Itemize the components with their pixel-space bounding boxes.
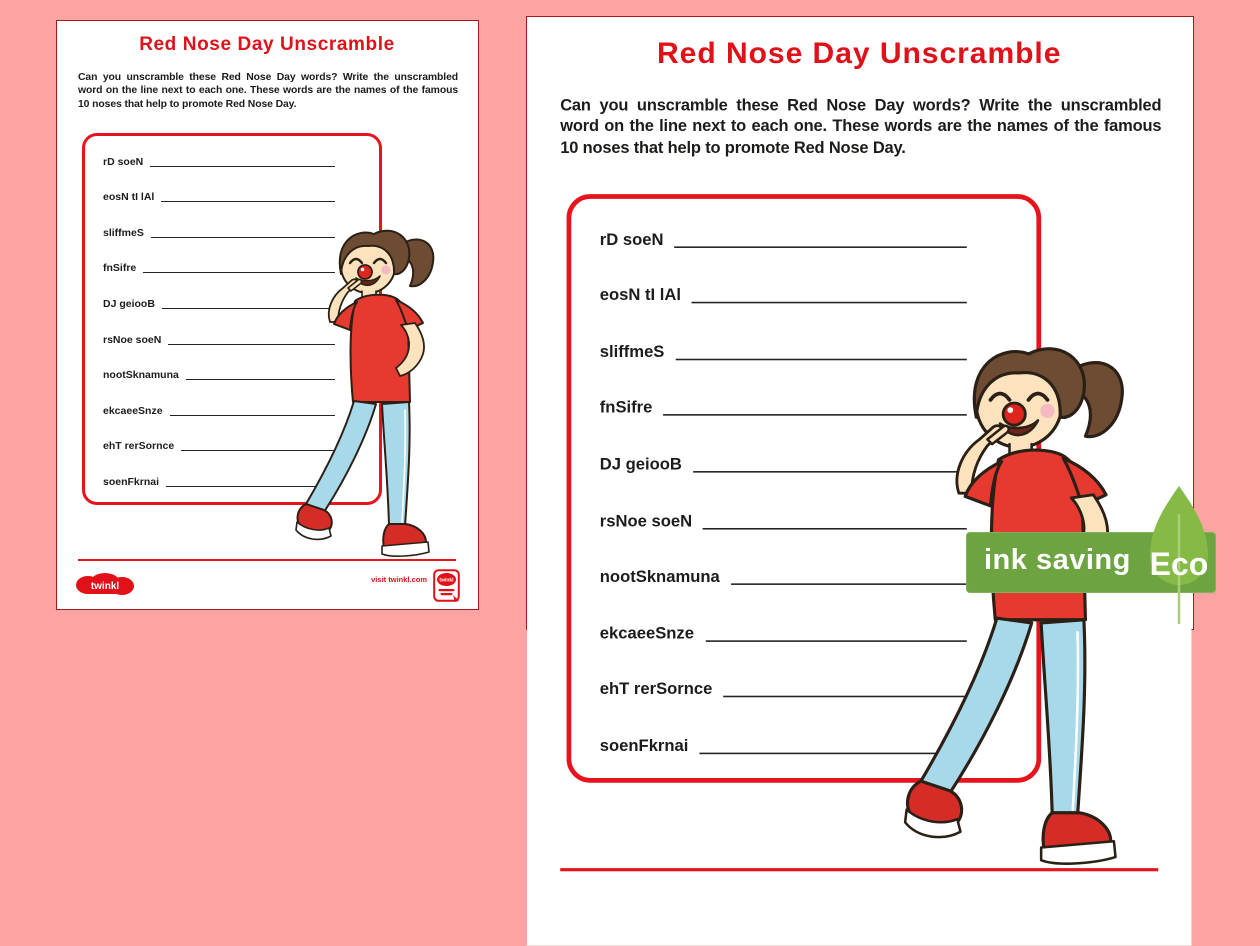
worksheet-instructions: Can you unscramble these Red Nose Day words? Write the unscrambled word on the line next to each one. These words are the names of the famous 10 noses that help to promote Red Nose Day. [560,97,1162,158]
word-row [600,268,967,324]
scrambled-word: sliffmeS [599,342,665,362]
scrambled-word: nootSknamuna [599,567,720,587]
answer-line [150,166,335,167]
scrambled-word: ekcaeeSnze [103,404,163,417]
svg-text:twinkl: twinkl [439,577,454,584]
twinkl-quality-stamp-icon [433,569,460,603]
footer-divider [560,868,1158,871]
svg-text:twinkl: twinkl [90,581,120,592]
scrambled-word: rsNoe soeN [599,511,693,531]
scrambled-word: fnSifre [103,262,137,275]
scrambled-word: DJ geiooB [599,455,682,475]
scrambled-word: fnSifre [599,398,653,418]
eco-label: Eco [1149,546,1209,582]
scrambled-word: rD soeN [103,155,144,168]
worksheet-title: Red Nose Day Unscramble [139,34,395,55]
scrambled-word: DJ geiooB [103,297,155,310]
scrambled-word: eosN tI lAl [103,191,155,204]
word-row [103,144,335,180]
answer-line [692,302,967,304]
scrambled-word: rD soeN [599,229,664,249]
ink-saving-label: ink saving [984,544,1131,576]
worksheet-page-full [56,20,479,610]
word-row [103,180,335,216]
worksheet-instructions: Can you unscramble these Red Nose Day words? Write the unscrambled word on the line next to each one. These words are the names of the famous 10 noses that help to promote Red Nose Day. [78,72,458,110]
answer-line [675,246,967,248]
scrambled-word: soenFkrnai [599,736,689,756]
scrambled-word: soenFkrnai [103,475,160,488]
scrambled-word: sliffmeS [103,226,144,239]
word-row [600,212,967,268]
girl-red-nose-illustration [296,227,451,559]
worksheet-title: Red Nose Day Unscramble [657,37,1062,71]
scrambled-word: eosN tI lAl [599,286,681,306]
scrambled-word: ehT rerSornce [103,440,175,453]
scrambled-word: ehT rerSornce [599,680,713,700]
scrambled-word: nootSknamuna [103,369,179,382]
answer-line [161,201,335,202]
visit-twinkl-link: visit twinkl.com [371,575,427,584]
scrambled-word: ekcaeeSnze [599,624,694,644]
girl-red-nose-illustration [905,343,1150,868]
footer-divider [78,559,456,561]
scrambled-word: rsNoe soeN [103,333,162,346]
twinkl-logo [74,572,136,598]
